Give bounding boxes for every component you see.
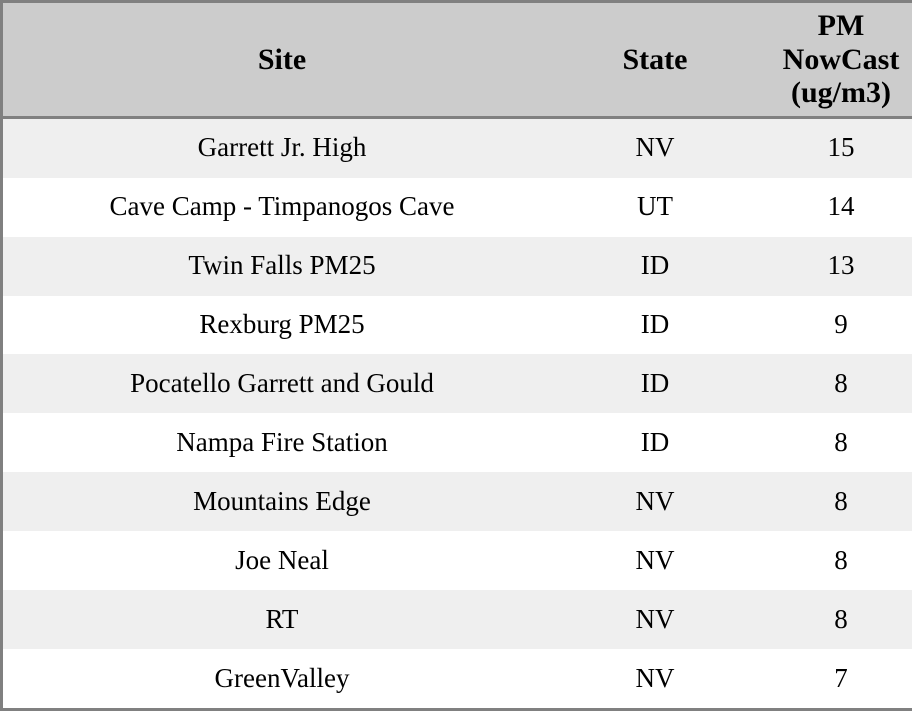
table-header bbox=[3, 3, 912, 117]
column-header-pm-nowcast-line2: NowCast bbox=[782, 42, 900, 76]
cell-state: ID bbox=[640, 368, 670, 399]
table-row bbox=[3, 649, 912, 708]
column-header-state: State bbox=[561, 3, 749, 117]
cell-state: UT bbox=[637, 191, 673, 222]
table-row bbox=[3, 413, 912, 472]
table-row bbox=[3, 472, 912, 531]
cell-pm-nowcast: 8 bbox=[834, 485, 848, 516]
column-header-site: Site bbox=[3, 3, 561, 117]
cell-state: NV bbox=[635, 544, 675, 575]
cell-pm-nowcast: 7 bbox=[834, 662, 848, 693]
cell-site: Mountains Edge bbox=[193, 485, 371, 516]
cell-state: ID bbox=[640, 309, 670, 340]
cell-site: Twin Falls PM25 bbox=[188, 250, 376, 281]
cell-state: NV bbox=[635, 662, 675, 693]
table-row bbox=[3, 117, 912, 177]
cell-pm-nowcast: 9 bbox=[834, 309, 848, 340]
cell-site: GreenValley bbox=[214, 662, 350, 693]
column-header-pm-nowcast-line1: PM bbox=[817, 9, 865, 42]
cell-pm-nowcast: 8 bbox=[834, 603, 848, 634]
cell-state: NV bbox=[635, 132, 675, 163]
air-quality-table bbox=[3, 3, 912, 708]
cell-state: NV bbox=[635, 603, 675, 634]
cell-pm-nowcast: 15 bbox=[827, 132, 855, 163]
cell-site: RT bbox=[265, 603, 299, 634]
cell-pm-nowcast: 8 bbox=[834, 426, 848, 457]
cell-state: ID bbox=[640, 426, 670, 457]
table-row bbox=[3, 531, 912, 590]
cell-pm-nowcast: 14 bbox=[827, 191, 855, 222]
cell-pm-nowcast: 13 bbox=[827, 250, 855, 281]
table-row bbox=[3, 590, 912, 649]
cell-state: ID bbox=[640, 250, 670, 281]
cell-site: Cave Camp - Timpanogos Cave bbox=[109, 191, 455, 222]
cell-site: Nampa Fire Station bbox=[176, 426, 388, 457]
cell-site: Garrett Jr. High bbox=[197, 132, 367, 163]
table-row bbox=[3, 178, 912, 237]
table-row bbox=[3, 237, 912, 296]
cell-pm-nowcast: 8 bbox=[834, 544, 848, 575]
cell-state: NV bbox=[635, 485, 675, 516]
cell-pm-nowcast: 8 bbox=[834, 368, 848, 399]
column-header-pm-nowcast bbox=[749, 3, 912, 117]
cell-site: Rexburg PM25 bbox=[199, 309, 365, 340]
table-row bbox=[3, 354, 912, 413]
cell-site: Joe Neal bbox=[235, 544, 329, 575]
cell-site: Pocatello Garrett and Gould bbox=[130, 368, 434, 399]
table-row bbox=[3, 296, 912, 355]
table-header-row bbox=[3, 3, 912, 117]
column-header-pm-nowcast-line3: (ug/m3) bbox=[791, 76, 891, 110]
table-body bbox=[3, 117, 912, 708]
